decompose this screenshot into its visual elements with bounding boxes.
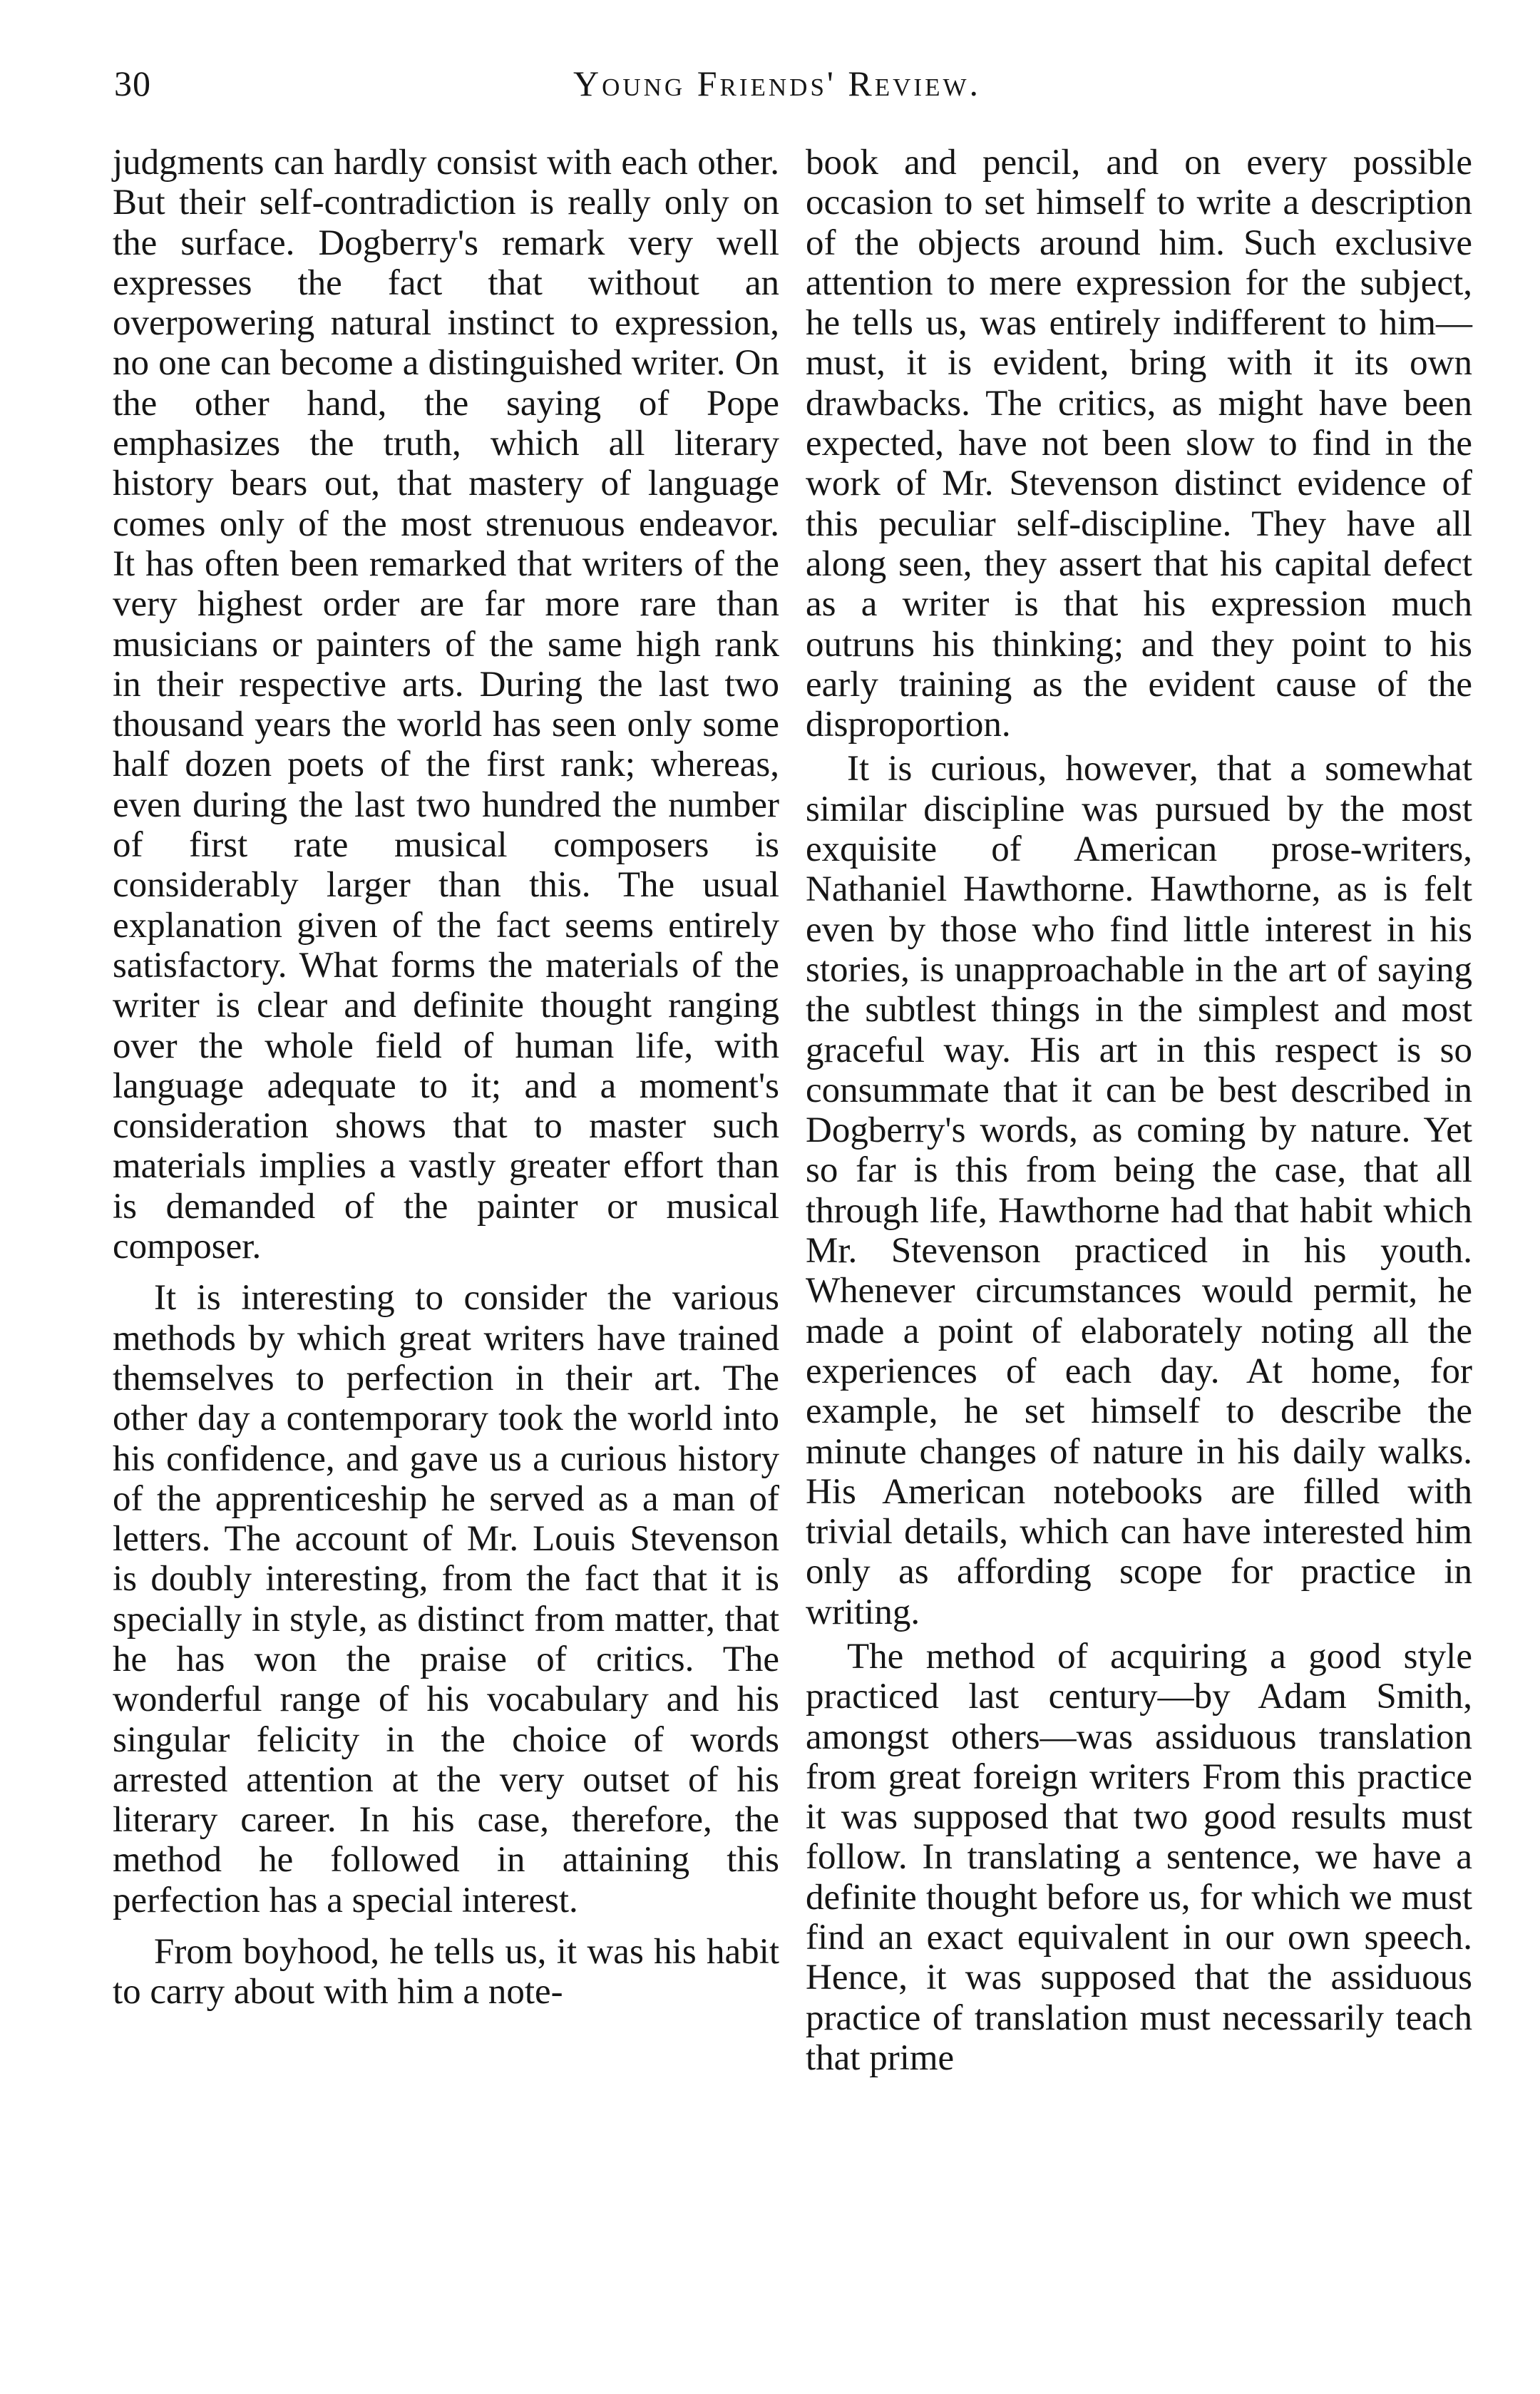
paragraph: From boyhood, he tells us, it was his habit to carry about with him a note-: [113, 1932, 779, 2012]
paragraph: It is curious, however, that a somewhat similar discipline was pursued by the most exquisite of American prose-writers, Nathaniel Hawthorne. Hawthorne, as is felt even by those who find little interest in his stories, is unapproachable in the art of saying the subtlest things in the simplest and most graceful way. His art in this respect is so consummate that it can be best described in Dogberry's words, as coming by nature. Yet so far is this from being the case, that all through life, Hawthorne had that habit which Mr. Stevenson practiced in his youth. Whenever circumstances would permit, he made a point of elaborately noting all the experiences of each day. At home, for example, he set himself to describe the minute changes of nature in his daily walks. His American notebooks are filled with trivial details, which can have interested him only as affording scope for practice in writing.: [806, 749, 1472, 1632]
left-column: [113, 143, 779, 2012]
paragraph: book and pencil, and on every possible occasion to set himself to write a description of the objects around him. Such exclusive attention to mere expression for the subject, he tells us, was entirely indifferent to him—must, it is evident, bring with it its own drawbacks. The critics, as might have been expected, have not been slow to find in the work of Mr. Stevenson distinct evidence of this peculiar self-discipline. They have all along seen, they assert that his capital defect as a writer is that his expression much outruns his thinking; and they point to his early training as the evident cause of the disproportion.: [806, 143, 1472, 745]
paragraph: It is interesting to consider the various methods by which great writers have trained themselves to perfection in their art. The other day a contemporary took the world into his confidence, and gave us a curious history of the apprenticeship he served as a man of letters. The account of Mr. Louis Stevenson is doubly interesting, from the fact that it is specially in style, as distinct from matter, that he has won the praise of critics. The wonderful range of his vocabulary and his singular felicity in the choice of words arrested attention at the very outset of his literary career. In his case, therefore, the method he followed in attaining this perfection has a special interest.: [113, 1278, 779, 1920]
running-head: [107, 63, 1447, 120]
right-column: [806, 143, 1472, 2078]
page-number: 30: [114, 63, 151, 103]
paragraph: judgments can hardly consist with each other. But their self-contradiction is really only on the surface. Dogberry's remark very well expresses the fact that without an overpowering natural instinct to expression, no one can become a distinguished writer. On the other hand, the saying of Pope emphasizes the truth, which all literary history bears out, that mastery of language comes only of the most strenuous endeavor. It has often been remarked that writers of the very highest order are far more rare than musicians or painters of the same high rank in their respective arts. During the last two thousand years the world has seen only some half dozen poets of the first rank; whereas, even during the last two hundred the number of first rate musical composers is considerably larger than this. The usual explanation given of the fact seems entirely satisfactory. What forms the materials of the writer is clear and definite thought ranging over the whole field of human life, with language adequate to it; and a moment's consideration shows that to master such materials implies a vastly greater effort than is demanded of the painter or musical composer.: [113, 143, 779, 1267]
journal-title: Young Friends' Review.: [573, 63, 981, 103]
paragraph: The method of acquiring a good style practiced last century—by Adam Smith, amongst others—was assiduous translation from great foreign writers From this practice it was supposed that two good results must follow. In translating a sentence, we have a definite thought before us, for which we must find an exact equivalent in our own speech. Hence, it was supposed that the assiduous practice of translation must necessarily teach that prime: [806, 1636, 1472, 2078]
